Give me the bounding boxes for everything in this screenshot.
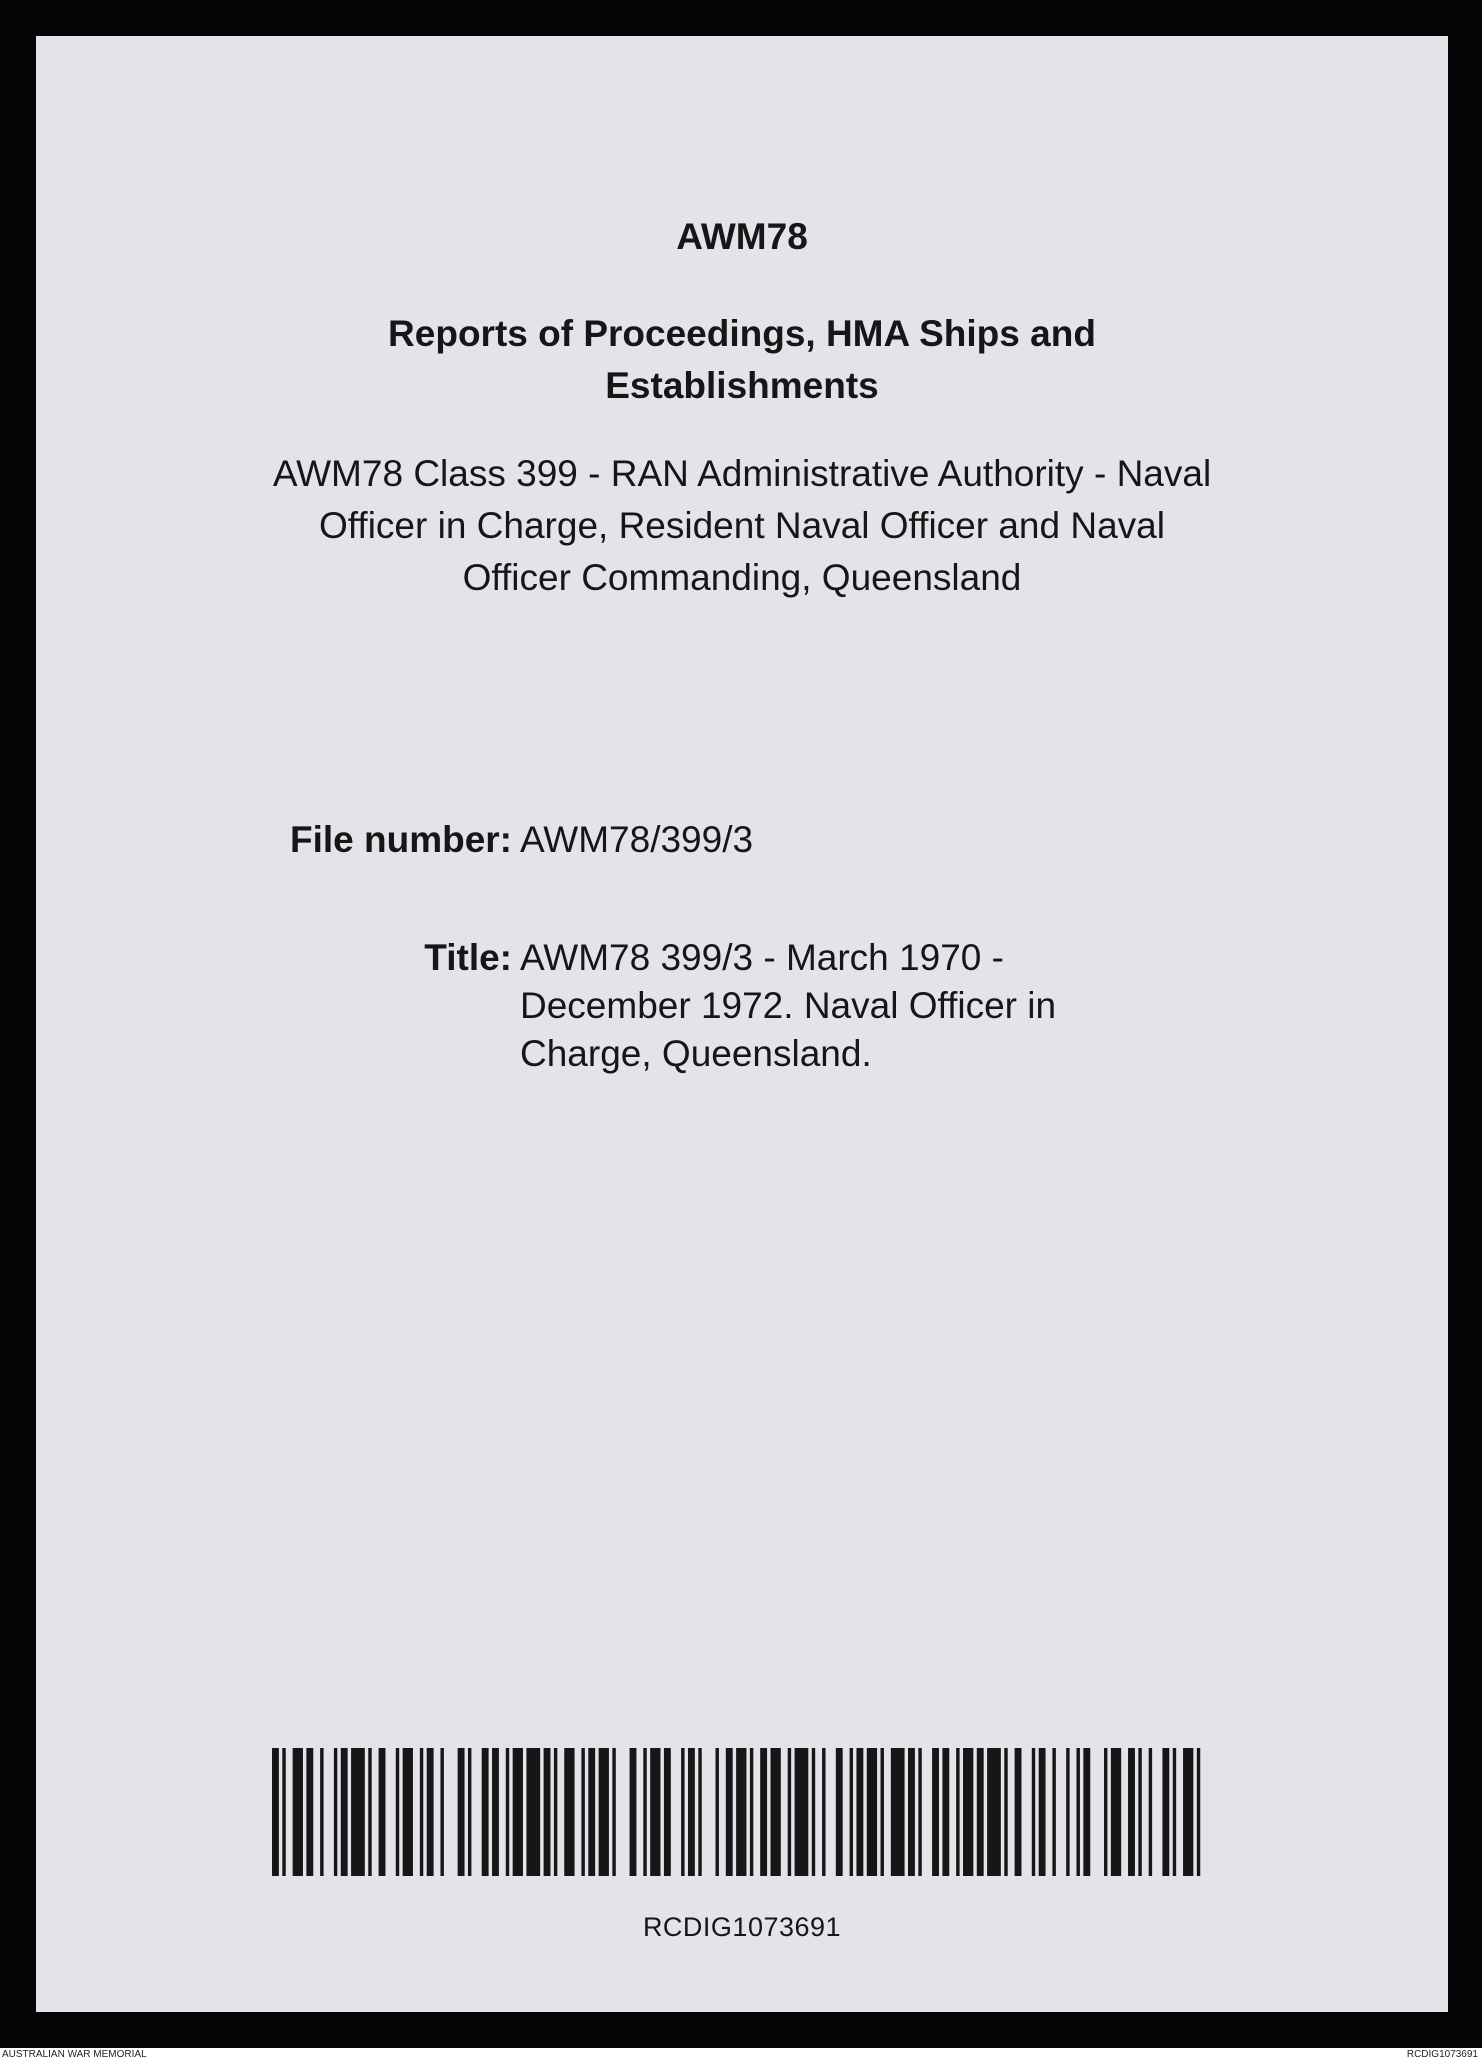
barcode-bar xyxy=(795,1748,809,1876)
barcode-bar xyxy=(688,1748,695,1876)
footer-record-id: RCDIG1073691 xyxy=(1406,2049,1478,2060)
barcode-bar xyxy=(320,1748,323,1876)
barcode xyxy=(272,1748,1214,1876)
barcode-bar xyxy=(581,1748,584,1876)
barcode-bar xyxy=(1183,1748,1193,1876)
barcode-bar xyxy=(1032,1748,1035,1876)
barcode-bar xyxy=(599,1748,609,1876)
barcode-bar xyxy=(334,1748,337,1876)
barcode-bar xyxy=(664,1748,671,1876)
title-label: Title: xyxy=(424,937,512,978)
barcode-bar xyxy=(293,1748,303,1876)
barcode-bar xyxy=(643,1748,646,1876)
barcode-bar xyxy=(771,1748,781,1876)
barcode-bar xyxy=(468,1748,471,1876)
barcode-bar xyxy=(379,1748,386,1876)
barcode-bar xyxy=(588,1748,595,1876)
barcode-bar xyxy=(822,1748,825,1876)
barcode-bar xyxy=(856,1748,863,1876)
class-description-line: AWM78 Class 399 - RAN Administrative Authority - Naval xyxy=(272,453,1212,494)
barcode-bar xyxy=(891,1748,905,1876)
barcode-bar xyxy=(272,1748,279,1876)
barcode-bar xyxy=(716,1748,719,1876)
document-sheet xyxy=(36,36,1448,2012)
barcode-bar xyxy=(977,1748,984,1876)
barcode-bar xyxy=(1128,1748,1135,1876)
barcode-bar xyxy=(760,1748,767,1876)
barcode-bar xyxy=(942,1748,949,1876)
file-number-label: File number: xyxy=(289,819,512,860)
barcode-bar xyxy=(918,1748,921,1876)
barcode-bar xyxy=(544,1748,551,1876)
barcode-bar xyxy=(1138,1748,1141,1876)
footer-institution: AUSTRALIAN WAR MEMORIAL xyxy=(2,2049,147,2060)
barcode-bar xyxy=(492,1748,499,1876)
barcode-bar xyxy=(1197,1748,1200,1876)
series-title-line: Establishments xyxy=(605,365,879,406)
barcode-bar xyxy=(612,1748,615,1876)
barcode-bar xyxy=(1076,1748,1079,1876)
barcode-bar xyxy=(427,1748,434,1876)
barcode-bar xyxy=(987,1748,1001,1876)
barcode-bar xyxy=(1015,1748,1022,1876)
barcode-bar xyxy=(1149,1748,1152,1876)
barcode-bar xyxy=(420,1748,423,1876)
title-value-line: December 1972. Naval Officer in xyxy=(520,985,1057,1026)
barcode-bar xyxy=(1083,1748,1090,1876)
barcode-bar xyxy=(1052,1748,1055,1876)
barcode-bar xyxy=(650,1748,660,1876)
barcode-bar xyxy=(881,1748,884,1876)
barcode-bar xyxy=(1173,1748,1176,1876)
barcode-bar xyxy=(630,1748,637,1876)
barcode-bar xyxy=(850,1748,853,1876)
barcode-bar xyxy=(788,1748,791,1876)
barcode-bar xyxy=(956,1748,959,1876)
barcode-number: RCDIG1073691 xyxy=(642,1912,842,1942)
barcode-bar xyxy=(836,1748,843,1876)
barcode-bar xyxy=(440,1748,443,1876)
title-value-line: Charge, Queensland. xyxy=(520,1033,872,1074)
barcode-bar xyxy=(282,1748,285,1876)
barcode-bar xyxy=(513,1748,523,1876)
class-description-line: Officer Commanding, Queensland xyxy=(462,557,1022,598)
barcode-bar xyxy=(1104,1748,1107,1876)
class-description xyxy=(156,448,1328,604)
barcode-bar xyxy=(458,1748,465,1876)
barcode-bar xyxy=(351,1748,365,1876)
barcode-bar xyxy=(812,1748,815,1876)
class-description-line: Officer in Charge, Resident Naval Officer and Naval xyxy=(319,505,1165,546)
title-value-line: AWM78 399/3 - March 1970 - xyxy=(520,937,1004,978)
series-id: AWM78 xyxy=(676,216,808,257)
file-number-value: AWM78/399/3 xyxy=(520,819,754,860)
barcode-bar xyxy=(1004,1748,1007,1876)
barcode-bar xyxy=(1162,1748,1169,1876)
series-title xyxy=(36,308,1448,412)
barcode-bar xyxy=(482,1748,489,1876)
barcode-bar xyxy=(681,1748,684,1876)
barcode-bar xyxy=(341,1748,348,1876)
barcode-bar xyxy=(1066,1748,1069,1876)
barcode-bar xyxy=(726,1748,733,1876)
barcode-bar xyxy=(750,1748,753,1876)
barcode-bar xyxy=(506,1748,509,1876)
series-title-line: Reports of Proceedings, HMA Ships and xyxy=(388,313,1096,354)
barcode-bar xyxy=(526,1748,540,1876)
barcode-bar xyxy=(867,1748,877,1876)
barcode-bar xyxy=(908,1748,915,1876)
barcode-bar xyxy=(403,1748,413,1876)
barcode-bar xyxy=(368,1748,371,1876)
title-value xyxy=(520,934,1200,1078)
barcode-bar xyxy=(1039,1748,1046,1876)
barcode-bar xyxy=(306,1748,313,1876)
barcode-bar xyxy=(698,1748,701,1876)
barcode-bar xyxy=(554,1748,557,1876)
barcode-bar xyxy=(963,1748,973,1876)
barcode-bar xyxy=(736,1748,746,1876)
barcode-bar xyxy=(932,1748,939,1876)
barcode-bar xyxy=(1111,1748,1121,1876)
barcode-bar xyxy=(564,1748,574,1876)
barcode-bar xyxy=(396,1748,399,1876)
